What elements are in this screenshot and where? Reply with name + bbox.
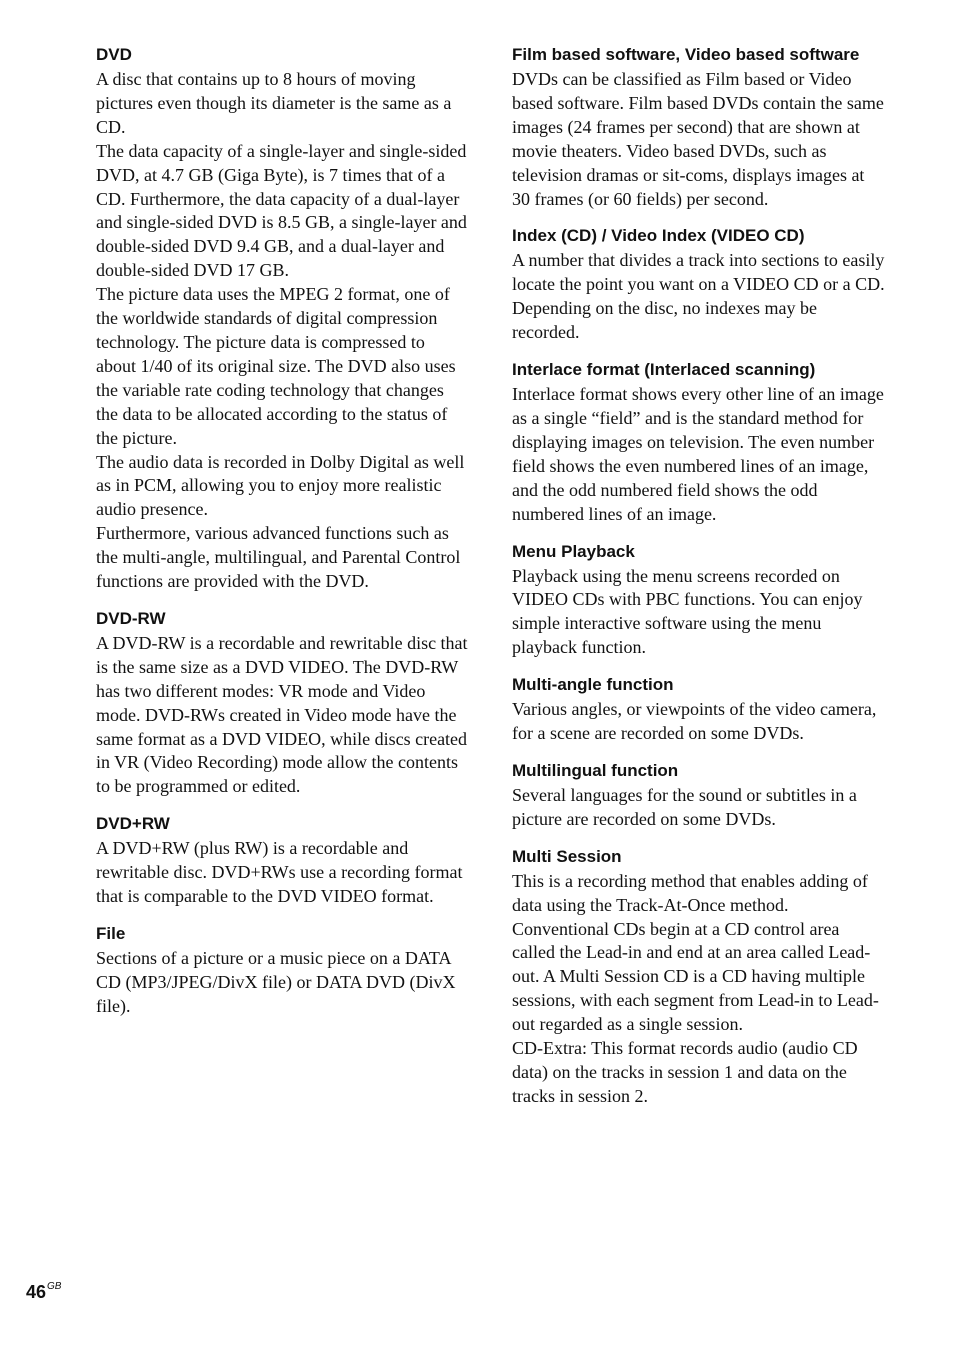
glossary-entry-index-cd-video-index-video-cd (512, 225, 886, 345)
glossary-term-definition (96, 947, 468, 1019)
glossary-term-title: DVD-RW (96, 608, 166, 628)
definition-paragraph: A DVD+RW (plus RW) is a recordable and rewritable disc. DVD+RWs use a recording format that is comparable to the DVD VIDEO format. (96, 838, 463, 907)
definition-paragraph: Various angles, or viewpoints of the video camera, for a scene are recorded on some DVDs. (512, 699, 877, 744)
glossary-entry-multilingual-function (512, 760, 886, 832)
definition-paragraph: The data capacity of a single-layer and single-sided DVD, at 4.7 GB (Giga Byte), is 7 times that of a CD. Furthermore, the data capacity of a dual-layer and single-sided DVD is 8.5 GB, a single-layer and double-sided DVD 9.4 GB, and a dual-layer and double-sided DVD 17 GB. (96, 140, 467, 281)
definition-paragraph: Furthermore, various advanced functions such as the multi-angle, multilingual, and Parental Control functions are provided with the DVD. (96, 523, 461, 592)
glossary-term-title: Interlace format (Interlaced scanning) (512, 360, 816, 380)
page-number-suffix: GB (47, 1281, 62, 1292)
glossary-term-definition (512, 784, 886, 832)
definition-paragraph: CD-Extra: This format records audio (audio CD data) on the tracks in session 1 and data on the tracks in session 2. (512, 1038, 858, 1106)
glossary-entry-dvd-rw (96, 813, 468, 909)
right-column (512, 44, 886, 1123)
glossary-entry-dvd (96, 44, 468, 594)
glossary-term-definition (96, 632, 468, 799)
definition-paragraph: The picture data uses the MPEG 2 format, one of the worldwide standards of digital compression technology. The picture data is compressed to about 1/40 of its original size. The DVD also uses the variable rate coding technology that changes the data to be allocated according to the status of the picture. (96, 284, 456, 448)
glossary-entry-multi-session (512, 846, 886, 1109)
definition-paragraph: DVDs can be classified as Film based or Video based software. Film based DVDs contain the same images (24 frames per second) that are shown at movie theaters. Video based DVDs, such as television dramas or sit-coms, displays images at 30 frames (or 60 fields) per second. (512, 69, 884, 209)
glossary-term-title: Multilingual function (512, 760, 679, 780)
glossary-entry-film-based-software-video-based-software (512, 44, 886, 211)
definition-paragraph: This is a recording method that enables adding of data using the Track-At-Once method. Conventional CDs begin at a CD control area called the Lead-in and end at an area called Lead-out. A Multi Session CD is a CD having multiple sessions, with each segment from Lead-in to Lead-out regarded as a single session. (512, 870, 879, 1035)
definition-paragraph: Sections of a picture or a music piece on a DATA CD (MP3/JPEG/DivX file) or DATA DVD (DivX file). (96, 948, 456, 1016)
definition-paragraph: Playback using the menu screens recorded on VIDEO CDs with PBC functions. You can enjoy simple interactive software using the menu playback function. (512, 565, 863, 658)
page-number-value: 46 (26, 1282, 47, 1302)
glossary-term-definition (512, 249, 886, 345)
glossary-term-definition (96, 68, 468, 594)
glossary-entry-dvd-rw (96, 608, 468, 799)
glossary-entry-menu-playback (512, 541, 886, 661)
glossary-term-title: Index (CD) / Video Index (VIDEO CD) (512, 226, 805, 246)
glossary-term-title: Menu Playback (512, 541, 635, 561)
definition-paragraph: Interlace format shows every other line of an image as a single “field” and is the standard method for displaying images on television. The even number field shows the even numbered lines of an image, and the odd numbered field shows the odd numbered lines of an image. (512, 384, 884, 524)
glossary-term-definition (512, 565, 886, 661)
glossary-entry-interlace-format-interlaced-scanning (512, 359, 886, 526)
glossary-term-title: File (96, 924, 126, 943)
glossary-term-title: DVD (96, 45, 132, 64)
page-number (26, 1282, 61, 1303)
definition-paragraph: Several languages for the sound or subtitles in a picture are recorded on some DVDs. (512, 784, 857, 829)
glossary-term-definition (512, 383, 886, 526)
glossary-term-definition (512, 68, 886, 211)
glossary-term-definition (512, 870, 886, 1109)
definition-paragraph: A disc that contains up to 8 hours of moving pictures even though its diameter is the same as a CD. (96, 69, 452, 137)
glossary-entry-multi-angle-function (512, 674, 886, 746)
left-column (96, 44, 468, 1033)
glossary-entry-file (96, 923, 468, 1019)
glossary-term-title: Multi-angle function (512, 675, 674, 695)
glossary-term-title: DVD+RW (96, 814, 170, 834)
glossary-term-title: Multi Session (512, 846, 622, 866)
definition-paragraph: A DVD-RW is a recordable and rewritable disc that is the same size as a DVD VIDEO. The DVD-RW has two different modes: VR mode and Video mode. DVD-RWs created in Video mode have the same format as a DVD VIDEO, while discs created in VR (Video Recording) mode allow the contents to be programmed or edited. (96, 632, 468, 797)
glossary-term-definition (96, 837, 468, 909)
glossary-term-definition (512, 698, 886, 746)
definition-paragraph: A number that divides a track into sections to easily locate the point you want on a VIDEO CD or a CD. Depending on the disc, no indexes may be recorded. (512, 250, 885, 343)
definition-paragraph: The audio data is recorded in Dolby Digital as well as in PCM, allowing you to enjoy more realistic audio presence. (96, 451, 465, 520)
glossary-term-title: Film based software, Video based software (512, 45, 860, 64)
